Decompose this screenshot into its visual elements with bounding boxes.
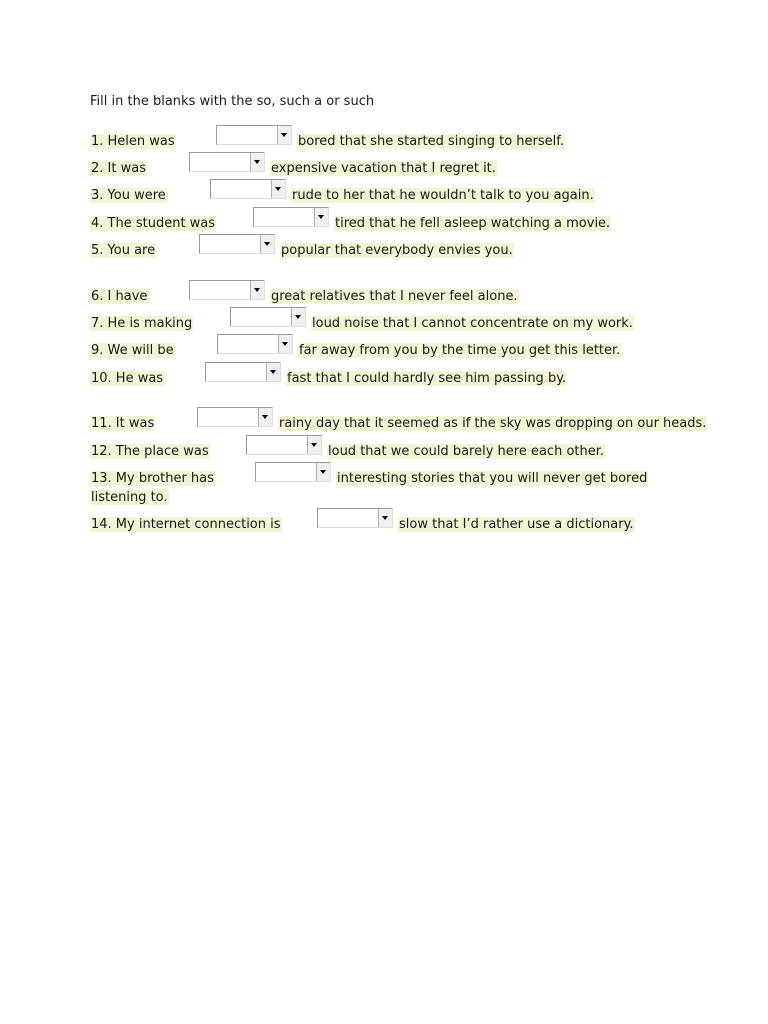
question-4-prefix: 4. The student was <box>91 216 216 231</box>
question-5-dropdown[interactable] <box>199 234 275 254</box>
question-3-suffix: rude to her that he wouldn’t talk to you again. <box>292 188 594 203</box>
chevron-down-icon[interactable] <box>258 408 272 426</box>
chevron-down-icon[interactable] <box>250 281 264 299</box>
question-7-prefix: 7. He is making <box>91 316 193 331</box>
question-13-continuation: listening to. <box>91 490 168 505</box>
question-12-suffix: loud that we could barely here each other. <box>328 444 605 459</box>
question-11-suffix: rainy day that it seemed as if the sky was dropping on our heads. <box>279 416 707 431</box>
question-10-dropdown[interactable] <box>205 362 281 382</box>
chevron-down-icon[interactable] <box>378 509 392 527</box>
chevron-down-icon[interactable] <box>278 335 292 353</box>
worksheet-title: Fill in the blanks with the so, such a or such <box>90 94 375 109</box>
question-12-dropdown[interactable] <box>246 435 322 455</box>
question-1-dropdown[interactable] <box>216 125 292 145</box>
chevron-down-icon[interactable] <box>316 463 330 481</box>
question-6-dropdown[interactable] <box>189 280 265 300</box>
chevron-down-icon[interactable] <box>250 153 264 171</box>
chevron-down-icon[interactable] <box>271 180 285 198</box>
question-6-prefix: 6. I have <box>91 289 148 304</box>
question-13-prefix: 13. My brother has <box>91 471 214 486</box>
question-11-prefix: 11. It was <box>91 416 155 431</box>
question-2-prefix: 2. It was <box>91 161 146 176</box>
question-1-suffix: bored that she started singing to herself. <box>298 134 565 149</box>
question-2-dropdown[interactable] <box>189 152 265 172</box>
question-11-dropdown[interactable] <box>197 407 273 427</box>
chevron-down-icon[interactable] <box>277 126 291 144</box>
chevron-down-icon[interactable] <box>291 308 305 326</box>
question-7-dropdown[interactable] <box>230 307 306 327</box>
question-9-prefix: 9. We will be <box>91 343 174 358</box>
question-9-dropdown[interactable] <box>217 334 293 354</box>
question-9-suffix: far away from you by the time you get this letter. <box>299 343 621 358</box>
question-14-prefix: 14. My internet connection is <box>91 517 281 532</box>
question-13-dropdown[interactable] <box>255 462 331 482</box>
question-14-dropdown[interactable] <box>317 508 393 528</box>
question-5-suffix: popular that everybody envies you. <box>281 243 513 258</box>
question-4-dropdown[interactable] <box>253 207 329 227</box>
question-5-prefix: 5. You are <box>91 243 156 258</box>
question-12-prefix: 12. The place was <box>91 444 209 459</box>
question-1-prefix: 1. Helen was <box>91 134 175 149</box>
question-10-prefix: 10. He was <box>91 371 164 386</box>
question-14-suffix: slow that I’d rather use a dictionary. <box>399 517 634 532</box>
chevron-down-icon[interactable] <box>314 208 328 226</box>
question-3-prefix: 3. You were <box>91 188 166 203</box>
chevron-down-icon[interactable] <box>266 363 280 381</box>
question-2-suffix: expensive vacation that I regret it. <box>271 161 496 176</box>
question-7-suffix: loud noise that I cannot concentrate on my work. <box>312 316 633 331</box>
question-3-dropdown[interactable] <box>210 179 286 199</box>
question-6-suffix: great relatives that I never feel alone. <box>271 289 518 304</box>
question-4-suffix: tired that he fell asleep watching a movie. <box>335 216 611 231</box>
chevron-down-icon[interactable] <box>307 436 321 454</box>
chevron-down-icon[interactable] <box>260 235 274 253</box>
question-10-suffix: fast that I could hardly see him passing by. <box>287 371 567 386</box>
question-13-suffix: interesting stories that you will never get bored <box>337 471 648 486</box>
